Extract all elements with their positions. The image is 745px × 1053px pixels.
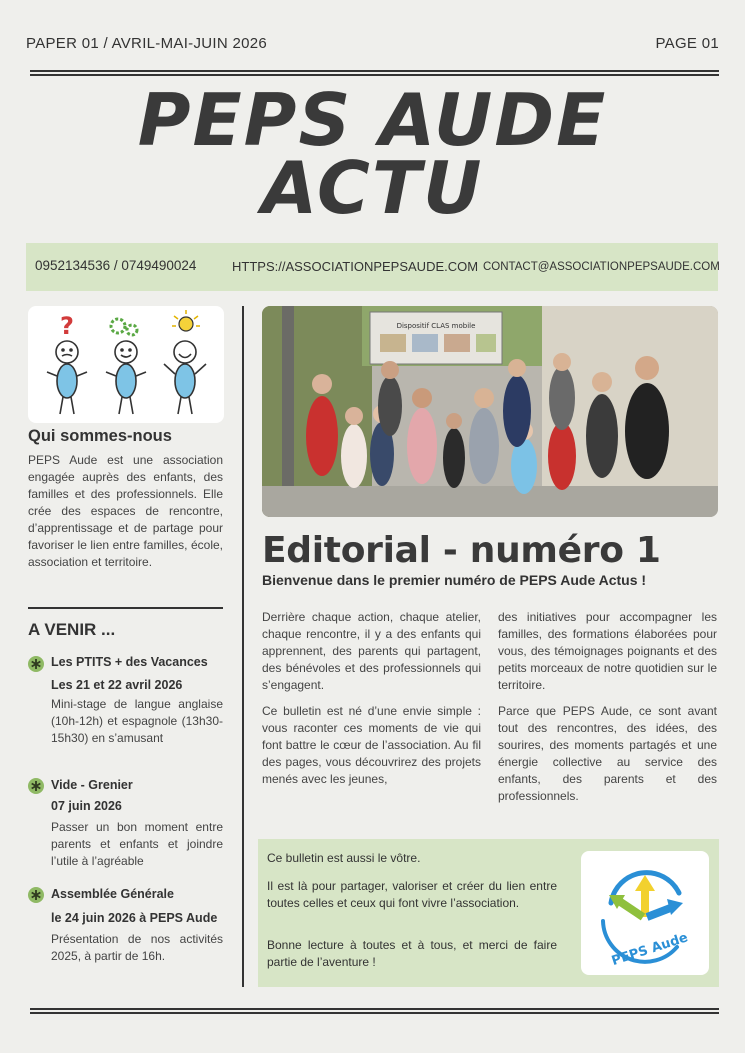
asterisk-bullet-icon [28,656,44,672]
peps-aude-logo [581,851,709,975]
contact-website[interactable]: HTTPS://ASSOCIATIONPEPSAUDE.COM [232,259,479,274]
photo-banner-text: Dispositif CLAS mobile [396,322,476,330]
event-3-description: Présentation de nos activités 2025, à partir de 16h. [51,932,223,963]
asterisk-bullet-icon [28,887,44,903]
page-number: PAGE 01 [655,35,719,52]
issue-meta [26,35,719,55]
about-heading: Qui sommes-nous [28,427,172,445]
editorial-col1-paragraph-2: Ce bulletin est né d’une envie simple : vous raconter ces moments de vie qui font battre le cœur de l’association. Au fil des pages, vous découvrirez des projets menés avec les jeunes, [262,704,481,786]
closing-paragraph-3: Bonne lecture à toutes et à tous, et merci de faire partie de l’aventure ! [267,938,557,969]
closing-paragraph-1: Ce bulletin est aussi le vôtre. [267,851,421,865]
editorial-subtitle: Bienvenue dans le premier numéro de PEPS Aude Actus ! [262,572,647,588]
bottom-divider [30,1008,719,1014]
contact-phones: 0952134536 / 0749490024 [35,258,197,273]
svg-text:?: ? [60,312,74,340]
editorial-col2-paragraph-2: Parce que PEPS Aude, ce sont avant tout des rencontres, des idées, des sourires, des moments partagés et une énergie collective au service des enfants, des parents et des professionnels. [498,704,717,803]
closing-paragraph-2: Il est là pour partager, valoriser et créer du lien entre toutes celles et ceux qui font vivre l’association. [267,879,557,910]
contact-band [26,243,718,291]
editorial-col1-paragraph-1: Derrière chaque action, chaque atelier, chaque rencontre, il y a des enfants qui apprennent, des parents qui partagent, des bénévoles et des professionnels qui s’engagent. [262,610,481,692]
event-1-title: Les PTITS + des Vacances [51,655,208,669]
event-1-date: Les 21 et 22 avril 2026 [51,678,183,692]
asterisk-bullet-icon [28,778,44,794]
left-divider [28,607,223,609]
contact-email[interactable]: CONTACT@ASSOCIATIONPEPSAUDE.COM [483,261,720,273]
editorial-column-2 [498,609,717,814]
top-divider [30,70,719,76]
editorial-column-1 [262,609,481,797]
issue-label: PAPER 01 / AVRIL-MAI-JUIN 2026 [26,35,268,52]
event-3-date: le 24 juin 2026 à PEPS Aude [51,911,218,925]
event-2-date: 07 juin 2026 [51,799,122,813]
group-photo [262,306,718,517]
about-text: PEPS Aude est une association engagée auprès des enfants, des familles et des professionnels. Elle crée des espaces de rencontre, d’apprentissage et de partage pour favoriser le lien entre familles, école, association et territoire. [28,453,223,569]
upcoming-heading: A VENIR ... [28,620,116,639]
event-3-title: Assemblée Générale [51,887,174,901]
closing-box [258,839,719,987]
masthead-line-2: ACTU [261,146,484,230]
masthead-line-1: PEPS AUDE [137,78,608,162]
event-1-description: Mini-stage de langue anglaise (10h-12h) et espagnole (13h30-15h30) en s’amusant [51,697,223,745]
column-divider [242,306,244,987]
editorial-title: Editorial - numéro 1 [262,530,661,571]
thinking-figures-illustration [28,306,224,423]
logo-text: PEPS Aude [609,930,690,970]
masthead-title [26,78,719,230]
event-2-title: Vide - Grenier [51,778,133,792]
event-2-description: Passer un bon moment entre parents et enfants et joindre l’utile à l’agréable [51,820,223,868]
editorial-col2-paragraph-1: des initiatives pour accompagner les familles, des formations élaborées pour vous, des témoignages poignants et des petits morceaux de notre quotidien sur le territoire. [498,610,717,692]
